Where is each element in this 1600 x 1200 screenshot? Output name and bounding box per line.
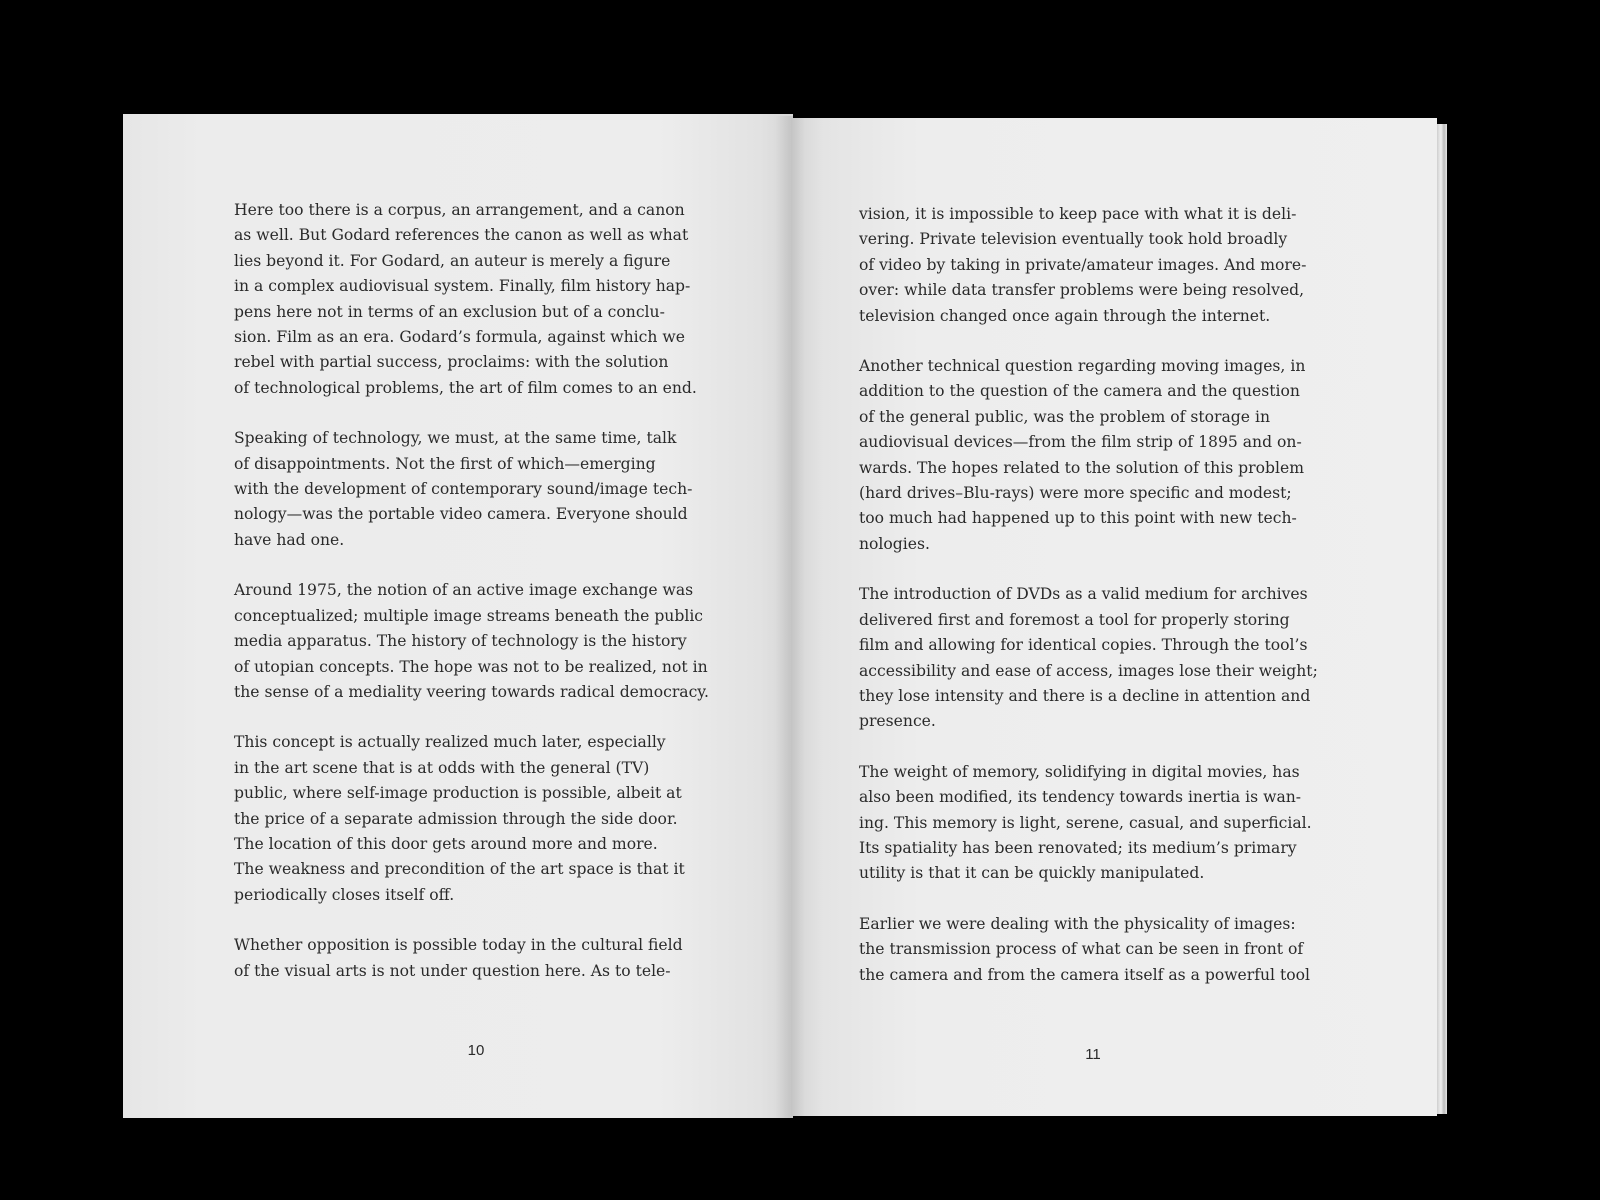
text-line: audiovisual devices—from the film strip of 1895 and on-: [859, 433, 1302, 452]
text-line: the transmission process of what can be seen in front of: [859, 940, 1304, 959]
paragraph: [859, 912, 1344, 988]
text-line: conceptualized; multiple image streams beneath the public: [234, 606, 704, 625]
text-line: with the development of contemporary sound/image tech-: [234, 480, 693, 499]
text-line: the price of a separate admission through the side door.: [234, 809, 678, 828]
text-line: The introduction of DVDs as a valid medium for archives: [859, 585, 1308, 604]
text-line: of the visual arts is not under question here. As to tele-: [234, 961, 671, 980]
text-line: of video by taking in private/amateur images. And more-: [859, 255, 1307, 274]
text-line: television changed once again through the internet.: [859, 306, 1271, 325]
text-line: ing. This memory is light, serene, casual, and superficial.: [859, 813, 1312, 832]
text-line: vision, it is impossible to keep pace with what it is deli-: [859, 205, 1297, 223]
text-line: (hard drives–Blu-rays) were more specific and modest;: [859, 484, 1292, 503]
text-line: addition to the question of the camera and the question: [859, 382, 1300, 401]
page-number: 11: [1085, 1046, 1101, 1063]
text-line: Speaking of technology, we must, at the same time, talk: [234, 429, 677, 448]
paragraph: [859, 354, 1344, 557]
text-line: in a complex audiovisual system. Finally, film history hap-: [234, 277, 691, 296]
text-line: The weakness and precondition of the art space is that it: [234, 860, 685, 879]
text-line: the sense of a mediality veering towards radical democracy.: [234, 682, 709, 701]
text-line: lies beyond it. For Godard, an auteur is merely a figure: [234, 251, 671, 270]
text-line: periodically closes itself off.: [234, 885, 455, 904]
text-line: presence.: [859, 712, 936, 731]
text-line: of technological problems, the art of film comes to an end.: [234, 378, 697, 397]
paragraph: [234, 933, 724, 984]
text-line: wards. The hopes related to the solution of this problem: [859, 458, 1304, 477]
text-line: the camera and from the camera itself as a powerful tool: [859, 965, 1311, 984]
paragraph: [234, 426, 724, 553]
text-line: nology—was the portable video camera. Everyone should: [234, 505, 688, 524]
text-line: sion. Film as an era. Godard’s formula, against which we: [234, 328, 685, 347]
text-line: too much had happened up to this point with new tech-: [859, 509, 1297, 528]
text-line: pens here not in terms of an exclusion but of a conclu-: [234, 302, 665, 321]
text-line: also been modified, its tendency towards inertia is wan-: [859, 788, 1302, 807]
text-line: have had one.: [234, 530, 345, 549]
text-line: public, where self-image production is possible, albeit at: [234, 784, 682, 803]
page-stack-edge: [1437, 124, 1447, 1114]
paragraph: [234, 578, 724, 705]
text-line: film and allowing for identical copies. Through the tool’s: [859, 636, 1308, 655]
text-line: in the art scene that is at odds with the general (TV): [234, 758, 650, 777]
paragraph: [859, 760, 1344, 887]
text-line: Earlier we were dealing with the physicality of images:: [859, 914, 1296, 933]
text-line: rebel with partial success, proclaims: with the solution: [234, 353, 669, 372]
right-page: [791, 118, 1437, 1116]
text-line: delivered first and foremost a tool for properly storing: [859, 610, 1290, 629]
right-page-text: [859, 202, 1344, 1013]
paragraph: [859, 582, 1344, 734]
paragraph: [234, 730, 724, 908]
text-line: The weight of memory, solidifying in digital movies, has: [859, 762, 1300, 781]
text-line: Another technical question regarding moving images, in: [859, 357, 1306, 376]
paragraph: [234, 198, 724, 401]
text-line: nologies.: [859, 534, 930, 553]
page-number: 10: [467, 1042, 485, 1059]
book-spine-shadow: [775, 116, 805, 1118]
text-line: This concept is actually realized much later, especially: [234, 733, 666, 752]
text-line: of disappointments. Not the first of which—emerging: [234, 454, 656, 473]
text-line: Whether opposition is possible today in the cultural field: [234, 936, 683, 955]
text-line: vering. Private television eventually took hold broadly: [859, 230, 1288, 249]
text-line: accessibility and ease of access, images lose their weight;: [859, 661, 1318, 680]
text-line: they lose intensity and there is a decline in attention and: [859, 686, 1311, 705]
text-line: as well. But Godard references the canon as well as what: [234, 226, 689, 245]
text-line: over: while data transfer problems were being resolved,: [859, 281, 1305, 300]
text-line: Here too there is a corpus, an arrangement, and a canon: [234, 201, 685, 219]
text-line: Around 1975, the notion of an active image exchange was: [234, 581, 694, 600]
text-line: utility is that it can be quickly manipulated.: [859, 864, 1205, 883]
text-line: Its spatiality has been renovated; its medium’s primary: [859, 838, 1297, 857]
text-line: media apparatus. The history of technology is the history: [234, 632, 687, 651]
left-page: [123, 114, 793, 1118]
text-line: of utopian concepts. The hope was not to be realized, not in: [234, 657, 708, 676]
paragraph: [859, 202, 1344, 329]
text-line: The location of this door gets around more and more.: [234, 834, 658, 853]
left-page-text: [234, 198, 724, 1009]
text-line: of the general public, was the problem of storage in: [859, 407, 1271, 426]
